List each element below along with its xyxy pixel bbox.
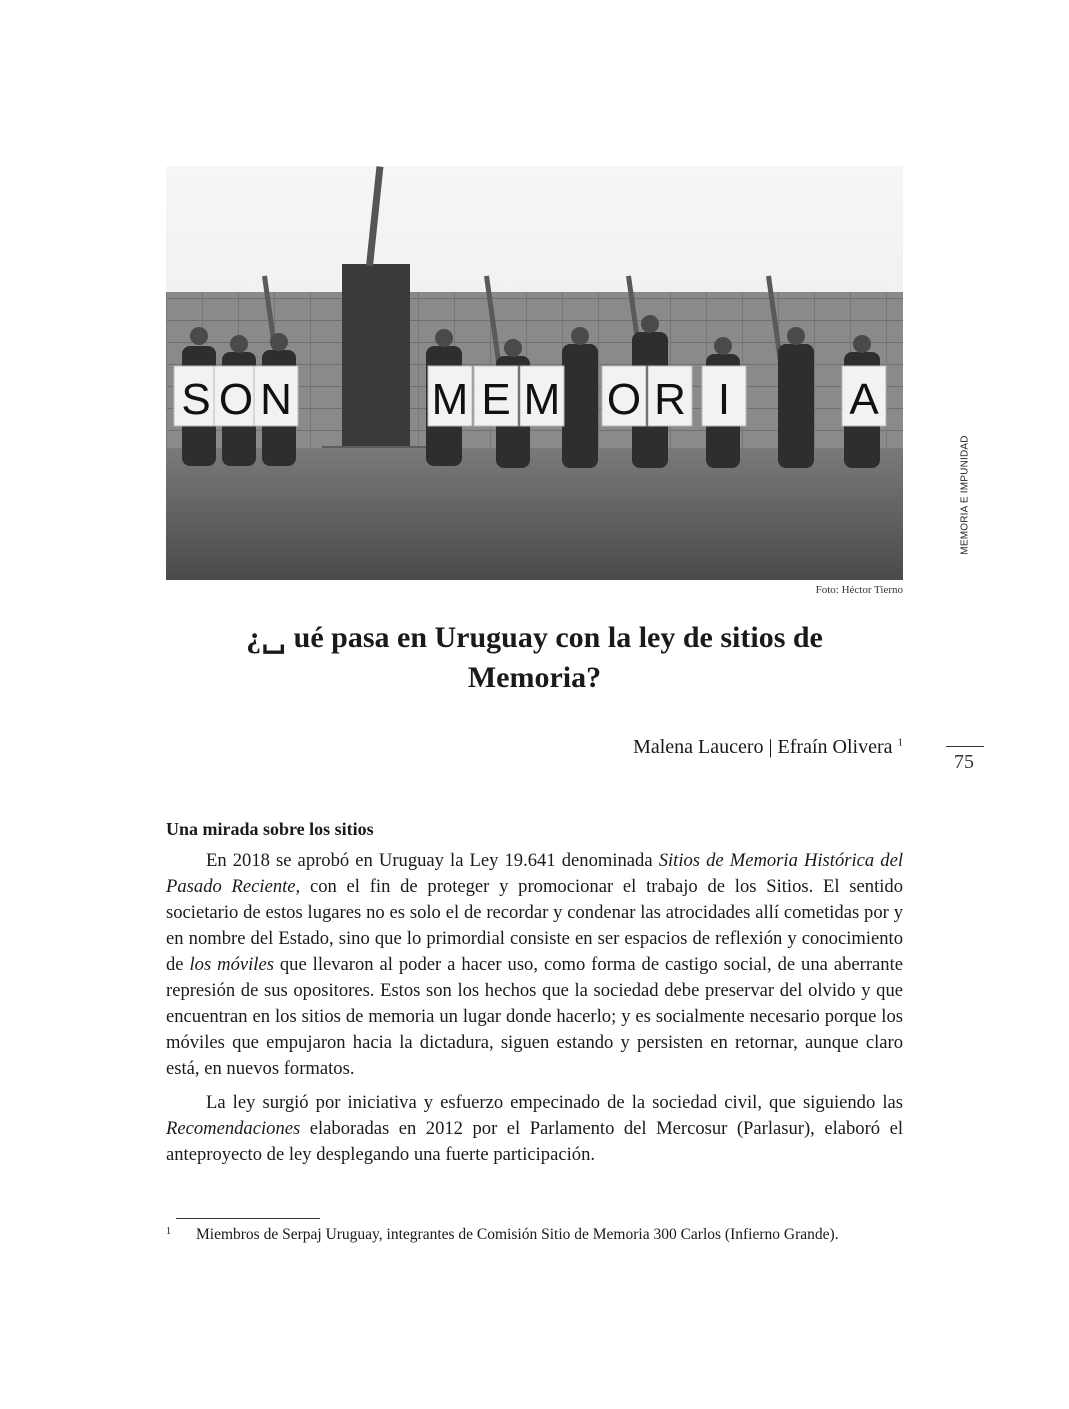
svg-text:O: O [218, 375, 254, 424]
paragraph-1: En 2018 se aprobó en Uruguay la Ley 19.641 denominada Sitios de Memoria Histórica del Pasado Reciente, con el fin de proteger y promocionar el trabajo de los Sitios. El sentido societario de estos lugares no es solo el de recordar y condenar las atrocidades allí cometidas por y en nombre del Estado, sino que lo primordial consiste en ser espacios de reflexión y conocimiento de los móviles que llevaron al poder a hacer uso, como forma de castigo social, de una aberrante represión de sus opositores. Estos son los hechos que la sociedad debe preservar del olvido y que encuentran en los sitios de memoria un lugar donde hacerlo; y es socialmente necesario porque los móviles que empujaron hacia la dictadura, siguen estando y persisten en retornar, aunque claro está, en nuevos formatos. [166, 850, 903, 1079]
letter-sign [254, 366, 298, 426]
page-number-rule [946, 746, 984, 747]
footnote-rule [176, 1218, 320, 1219]
footnote-number: 1 [166, 1226, 171, 1237]
svg-text:R: R [654, 375, 686, 424]
letter-sign [520, 366, 564, 426]
letter-sign [214, 366, 258, 426]
letter-sign [702, 366, 746, 426]
letter-sign [174, 366, 218, 426]
svg-text:M: M [431, 375, 469, 424]
page-number: 75 [954, 751, 974, 773]
svg-text:E: E [481, 375, 511, 424]
authors-line [633, 736, 903, 759]
protest-photo [166, 166, 903, 580]
letter-sign [602, 366, 646, 426]
author-names: Malena Laucero | Efraín Olivera [633, 736, 898, 758]
letter-sign [474, 366, 518, 426]
footnote-ref[interactable]: 1 [897, 736, 903, 749]
side-section-label: MEMORIA E IMPUNIDAD [959, 435, 971, 555]
footnote-text: Miembros de Serpaj Uruguay, integrantes de Comisión Sitio de Memoria 300 Carlos (Infierno Grande). [196, 1226, 839, 1243]
letter-sign [842, 366, 886, 426]
letter-sign [648, 366, 692, 426]
title-line-2: Memoria? [467, 661, 602, 694]
photo-credit: Foto: Héctor Tierno [815, 584, 903, 596]
svg-text:N: N [260, 375, 292, 424]
letter-sign [428, 366, 472, 426]
cover-photo [166, 166, 903, 580]
svg-text:M: M [523, 375, 561, 424]
article-title [166, 618, 903, 698]
svg-text:O: O [606, 375, 642, 424]
section-heading: Una mirada sobre los sitios [166, 819, 374, 839]
title-line-1: ¿␣ ué pasa en Uruguay con la ley de sitios de [246, 621, 823, 654]
article-body [166, 816, 903, 1176]
paragraph-2: La ley surgió por iniciativa y esfuerzo empecinado de la sociedad civil, que siguiendo las Recomendaciones elaboradas en 2012 por el Parlamento del Mercosur (Parlasur), elaboró el anteproyecto de ley desplegando una fuerte participación. [166, 1092, 903, 1165]
svg-text:S: S [181, 375, 211, 424]
svg-text:A: A [849, 375, 879, 424]
svg-text:I: I [717, 375, 731, 424]
